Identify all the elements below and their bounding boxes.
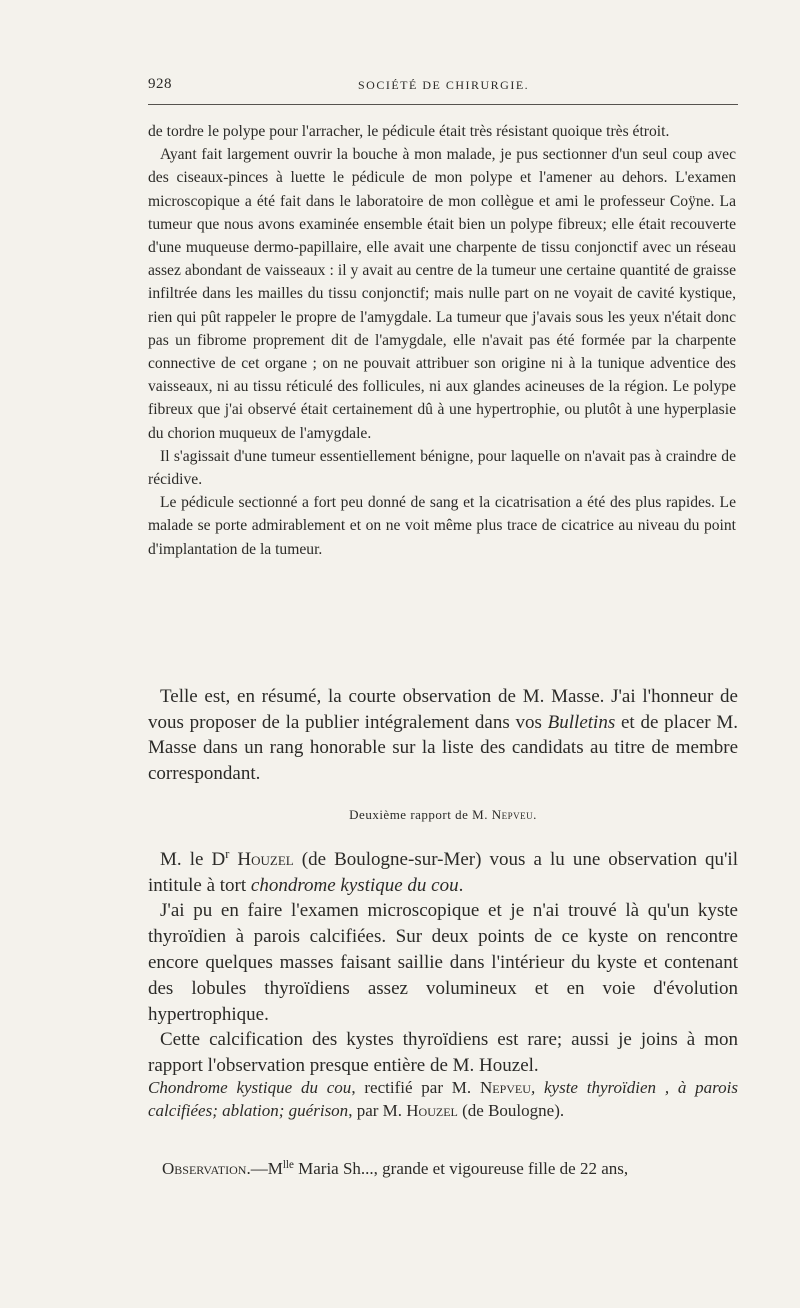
author-name: Houzel bbox=[237, 848, 294, 870]
observation-heading bbox=[148, 1076, 738, 1122]
page-header bbox=[148, 76, 738, 100]
text: M. le D bbox=[160, 848, 226, 870]
title-text: , par M. bbox=[348, 1101, 407, 1120]
paragraph bbox=[148, 842, 738, 898]
section-heading bbox=[148, 807, 738, 823]
text: . bbox=[458, 874, 464, 896]
observation-text bbox=[162, 1154, 738, 1180]
title-text: (de Boulogne). bbox=[457, 1101, 565, 1120]
title-text: Chondrome kystique du cou bbox=[148, 1078, 352, 1097]
summary-text: Telle est, en résumé, la courte observation de M. Masse. J'ai l'honneur de vous proposer de la publier intégralement dans vos bbox=[148, 686, 738, 733]
header-rule bbox=[148, 104, 738, 105]
summary-paragraph bbox=[148, 684, 738, 786]
author-name: Nepveu bbox=[491, 807, 534, 822]
observation-title: chondrome kystique du cou bbox=[250, 874, 459, 896]
text: —M bbox=[250, 1159, 283, 1179]
summary-section bbox=[148, 684, 738, 786]
case-report-text bbox=[148, 120, 736, 561]
text: (de Boulogne-sur-Mer) vous a lu une observation qu'il intitule à tort bbox=[148, 848, 738, 896]
superscript: r bbox=[225, 847, 230, 861]
bulletins-title: Bulletins bbox=[547, 711, 616, 733]
author-name: Houzel bbox=[406, 1101, 458, 1120]
running-title: SOCIÉTÉ DE CHIRURGIE. bbox=[358, 78, 530, 92]
text: Maria Sh..., grande et vigoureuse fille de 22 ans, bbox=[293, 1159, 629, 1179]
heading-text: Deuxième rapport de M. bbox=[349, 807, 492, 822]
second-report-text bbox=[148, 842, 738, 1079]
paragraph: Il s'agissait d'une tumeur essentiellement bénigne, pour laquelle on n'avait pas à craindre de récidive. bbox=[148, 447, 736, 489]
title-text: , rectifié par M. bbox=[351, 1078, 480, 1097]
heading-text: . bbox=[533, 807, 537, 822]
paragraph: Ayant fait largement ouvrir la bouche à mon malade, je pus sectionner d'un seul coup avec des ciseaux-pinces à luette le pédicule de mon polype et l'amener au dehors. L'examen microscopique a été fait dans le laboratoire de mon collègue et ami le professeur Coÿne. La tumeur que nous avons examinée ensemble était bien un polype fibreux; elle était recouverte d'une muqueuse dermo-papillaire, elle avait une charpente de tissu conjonctif avec un réseau assez abondant de vaisseaux : il y avait au centre de la tumeur une certaine quantité de graisse infiltrée dans les mailles du tissu conjonctif; mais nulle part on ne voyait de cavité kystique, rien qui pût rappeler le propre de l'amygdale. La tumeur que j'avais sous les yeux n'était donc pas un fibrome proprement dit de l'amygdale, elle n'avait pas été formée par la charpente connective de cet organe ; on ne pouvait attribuer son origine ni à la tunique adventice des vaisseaux, ni au tissu réticulé des follicules, ni aux glandes acineuses de la région. Le polype fibreux que j'ai observé était certainement dû à une hypertrophie, ou plutôt à une hyperplasie du chorion muqueux de l'amygdale. bbox=[148, 146, 736, 442]
observation-label: Observation. bbox=[162, 1159, 251, 1179]
paragraph: Le pédicule sectionné a fort peu donné de sang et la cicatrisation a été des plus rapides. Le malade se porte admirablement et on ne voit même plus trace de cicatrice au niveau du point d'implantation de la tumeur. bbox=[148, 494, 736, 558]
title-text: , kyste thyroïdien , à parois calcifiées; ablation; guérison bbox=[148, 1078, 739, 1120]
summary-text: et de placer M. Masse dans un rang honorable sur la liste des candidats au titre de membre correspondant. bbox=[148, 711, 739, 784]
paragraph: J'ai pu en faire l'examen microscopique et je n'ai trouvé là qu'un kyste thyroïdien à parois calcifiées. Sur deux points de ce kyste on rencontre encore quelques masses faisant saillie dans l'intérieur du kyste et contenant des lobules thyroïdiens assez volumineux et en voie d'évolution hypertrophique. bbox=[148, 900, 738, 1025]
paragraph: Cette calcification des kystes thyroïdiens est rare; aussi je joins à mon rapport l'observation presque entière de M. Houzel. bbox=[148, 1029, 738, 1077]
page-number: 928 bbox=[148, 76, 172, 92]
author-name: Nepveu bbox=[479, 1078, 531, 1097]
paragraph: de tordre le polype pour l'arracher, le pédicule était très résistant quoique très étroit. bbox=[148, 123, 670, 140]
superscript: lle bbox=[282, 1159, 294, 1171]
